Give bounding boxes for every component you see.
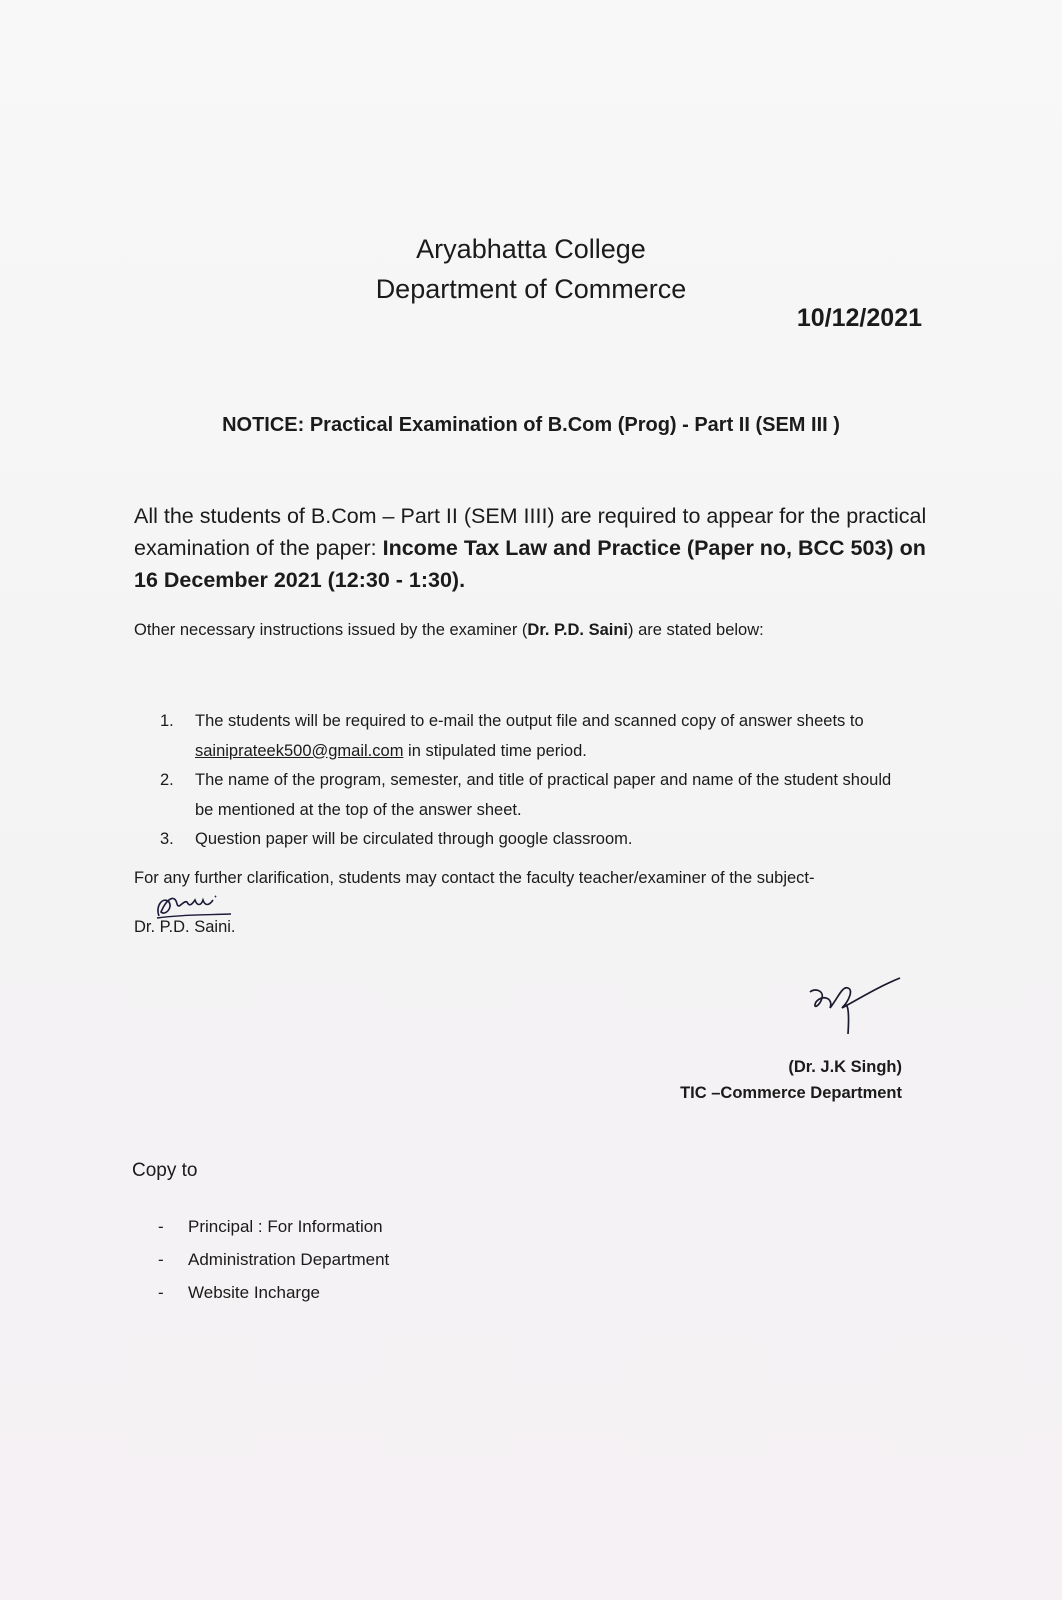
further-clarification: For any further clarification, students may contact the faculty teacher/examiner of the subject- bbox=[134, 869, 815, 887]
faculty-name: Dr. P.D. Saini. bbox=[134, 918, 236, 936]
instructions-intro bbox=[134, 621, 934, 640]
examiner-name: Dr. P.D. Saini bbox=[527, 621, 628, 639]
list-bullet: - bbox=[158, 1283, 164, 1302]
instruction-text: The name of the program, semester, and title of practical paper and name of the student should be mentioned at the top of the answer sheet. bbox=[195, 771, 892, 819]
list-item bbox=[160, 766, 900, 825]
department-name: Department of Commerce bbox=[375, 274, 687, 304]
list-number: 1. bbox=[160, 712, 174, 730]
intro-bold-text: Income Tax Law and Practice (Paper no, BCC 503) on 16 December 2021 (12:30 - 1:30). bbox=[134, 536, 926, 592]
list-item bbox=[158, 1210, 389, 1243]
copy-recipient: Principal : For Information bbox=[188, 1217, 383, 1236]
signatory-name: (Dr. J.K Singh) bbox=[788, 1058, 902, 1076]
list-item bbox=[160, 825, 900, 855]
list-bullet: - bbox=[158, 1250, 164, 1269]
copy-recipient: Administration Department bbox=[188, 1250, 390, 1269]
intro-paragraph bbox=[134, 500, 934, 596]
instruction-list bbox=[160, 707, 900, 855]
list-item bbox=[158, 1276, 389, 1309]
copy-recipient: Website Incharge bbox=[188, 1283, 320, 1302]
list-item bbox=[158, 1243, 389, 1276]
copy-to-heading: Copy to bbox=[132, 1160, 198, 1181]
tic-signature bbox=[808, 972, 903, 1038]
instruction-text: Question paper will be circulated through google classroom. bbox=[195, 830, 633, 848]
notice-date: 10/12/2021 bbox=[796, 304, 922, 332]
signatory-title: TIC –Commerce Department bbox=[680, 1084, 902, 1102]
list-item bbox=[160, 707, 900, 766]
list-number: 3. bbox=[160, 830, 174, 848]
intro-text: All the students of B.Com – Part II (SEM IIII) are required to appear for the practical examination of the paper: bbox=[134, 504, 927, 560]
list-bullet: - bbox=[158, 1217, 164, 1236]
instruction-text: The students will be required to e-mail the output file and scanned copy of answer sheets to bbox=[195, 712, 864, 730]
other-suffix: ) are stated below: bbox=[628, 621, 764, 639]
other-prefix: Other necessary instructions issued by the examiner ( bbox=[134, 621, 528, 639]
saini-signature bbox=[153, 888, 233, 922]
college-name: Aryabhatta College bbox=[416, 234, 646, 264]
copy-to-list bbox=[158, 1210, 389, 1309]
email-link[interactable]: sainiprateek500@gmail.com bbox=[195, 741, 404, 760]
instruction-text-after: in stipulated time period. bbox=[403, 741, 587, 760]
list-number: 2. bbox=[160, 771, 174, 789]
notice-title: NOTICE: Practical Examination of B.Com (Prog) - Part II (SEM III ) bbox=[222, 414, 840, 436]
